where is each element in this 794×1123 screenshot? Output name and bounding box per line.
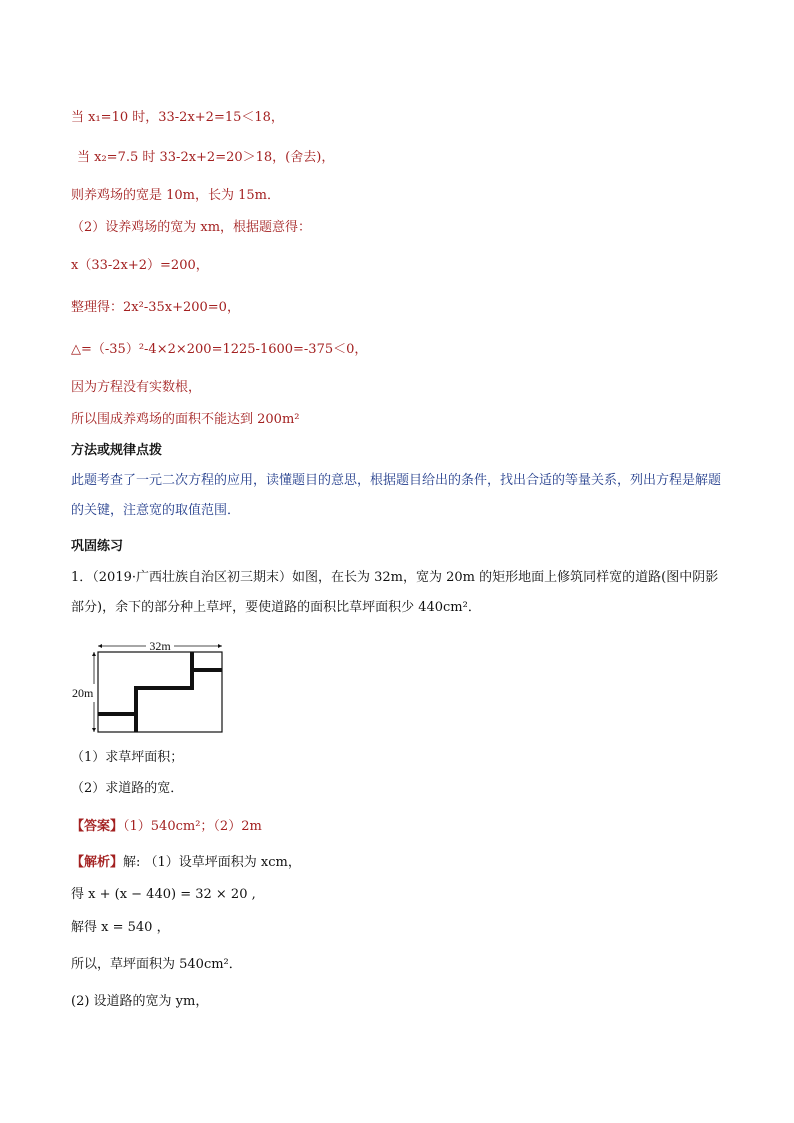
arrowhead-bottom [92,728,96,732]
solution-line-1: 当 x₁=10 时，33-2x+2=15＜18， [71,110,284,125]
road-figure [72,640,232,740]
analysis-tag: 【解析】 [71,855,124,870]
figure-side-label: 20m [72,686,94,700]
analysis-equation-4: (2) 设道路的宽为 ym， [71,994,209,1009]
solution-line-6: 整理得：2x²-35x+200=0， [71,300,240,315]
method-text: 此题考查了一元二次方程的应用，读懂题目的意思，根据题目给出的条件，找出合适的等量关系，列出方程是解题的关键，注意宽的取值范围． [71,473,722,518]
arrowhead-right [218,644,222,648]
figure-top-label: 32m [149,640,171,653]
solution-line-8: 因为方程没有实数根， [71,380,202,395]
field-rectangle [98,652,222,732]
question-2: （2）求道路的宽． [71,781,184,796]
answer-line [71,819,262,835]
analysis-intro-line [71,855,301,871]
analysis-equation-2: 解得 x = 540 ， [71,920,170,935]
solution-line-4: （2）设养鸡场的宽为 xm，根据题意得： [71,220,312,235]
solution-line-2: 当 x₂=7.5 时 33-2x+2=20＞18，(舍去)， [77,150,335,165]
analysis-intro: 解: （1）设草坪面积为 xcm， [123,855,301,870]
analysis-equation-3: 所以，草坪面积为 540cm²． [71,957,242,972]
road-path [98,652,222,732]
solution-line-5: x（33-2x+2）=200， [71,258,209,273]
question-1: （1）求草坪面积； [71,750,184,765]
analysis-equation-1: 得 x + (x − 440) = 32 × 20 , [71,887,256,902]
answer-text: （1）540cm²；（2）2m [123,819,262,834]
practice-heading: 巩固练习 [71,539,124,554]
arrowhead-left [98,644,102,648]
problem-text: 1．（2019·广西壮族自治区初三期末）如图，在长为 32m，宽为 20m 的矩形地面上修筑同样宽的道路(图中阴影部分)，余下的部分种上草坪，要使道路的面积比草坪面积少 440cm²． [71,570,719,615]
arrowhead-top [92,652,96,656]
solution-line-9: 所以围成养鸡场的面积不能达到 200m² [71,412,300,427]
method-heading: 方法或规律点拨 [71,443,163,458]
answer-tag: 【答案】 [71,819,124,834]
solution-line-7: △=（-35）²-4×2×200=1225-1600=-375＜0， [71,342,368,357]
solution-line-3: 则养鸡场的宽是 10m，长为 15m． [71,188,281,203]
